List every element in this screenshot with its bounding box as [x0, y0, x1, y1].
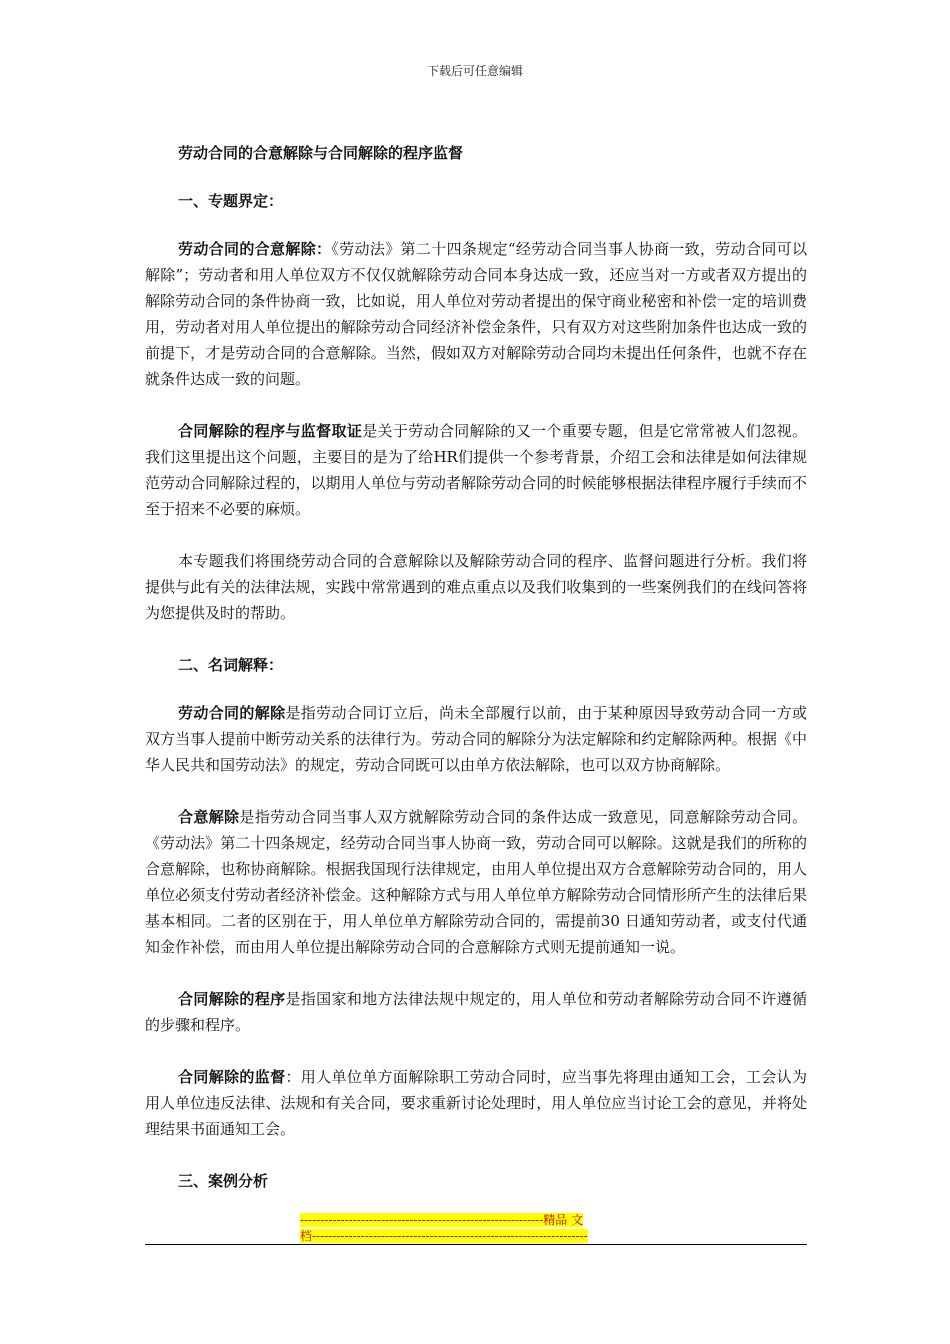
section-heading-2: 二、名词解释： — [178, 656, 284, 674]
page-header: 下载后可任意编辑 — [426, 64, 523, 78]
footer-line-1: ------------------------------------------------------------精品 文 — [300, 1213, 584, 1227]
paragraph-3-text: 本专题我们将围绕劳动合同的合意解除以及解除劳动合同的程序、监督问题进行分析。我们将提供与此有关的法律法规，实践中常常遇到的难点重点以及我们收集到的一些案例我们的在线问答将为您提供及时的帮助。 — [145, 552, 807, 622]
paragraph-7 — [145, 1064, 807, 1142]
paragraph-5-term: 合意解除 — [178, 808, 240, 826]
paragraph-6 — [145, 986, 807, 1038]
paragraph-5 — [145, 804, 807, 960]
paragraph-2-term: 合同解除的程序与监督取证 — [178, 422, 363, 440]
paragraph-1 — [145, 236, 807, 392]
paragraph-2-text: 是关于劳动合同解除的又一个重要专题，但是它常常被人们忽视。我们这里提出这个问题，主要目的是为了给HR们提供一个参考背景，介绍工会和法律是如何法律规范劳动合同解除过程的，以期用人单位与劳动者解除劳动合同的时候能够根据法律程序履行手续而不至于招来不必要的麻烦。 — [145, 422, 807, 518]
paragraph-7-term: 合同解除的监督 — [178, 1068, 286, 1086]
document-body — [145, 140, 807, 1194]
document-title: 劳动合同的合意解除与合同解除的程序监督 — [178, 144, 464, 162]
paragraph-3 — [145, 548, 807, 626]
footer-divider — [145, 1244, 807, 1245]
paragraph-7-text: ：用人单位单方面解除职工劳动合同时，应当事先将理由通知工会，工会认为用人单位违反法律、法规和有关合同，要求重新讨论处理时，用人单位应当讨论工会的意见，并将处理结果书面通知工会。 — [145, 1068, 807, 1138]
paragraph-2 — [145, 418, 807, 522]
paragraph-6-text: 是指国家和地方法律法规中规定的，用人单位和劳动者解除劳动合同不许遵循的步骤和程序。 — [145, 990, 807, 1034]
paragraph-1-text: 《劳动法》第二十四条规定“经劳动合同当事人协商一致，劳动合同可以解除”；劳动者和用人单位双方不仅仅就解除劳动合同本身达成一致，还应当对一方或者双方提出的解除劳动合同的条件协商一致，比如说，用人单位对劳动者提出的保守商业秘密和补偿一定的培训费用，劳动者对用人单位提出的解除劳动合同经济补偿金条件，只有双方对这些附加条件也达成一致的前提下，才是劳动合同的合意解除。当然，假如双方对解除劳动合同均未提出任何条件，也就不存在就条件达成一致的问题。 — [145, 240, 807, 388]
paragraph-6-term: 合同解除的程序 — [178, 990, 286, 1008]
paragraph-5-text: 是指劳动合同当事人双方就解除劳动合同的条件达成一致意见，同意解除劳动合同。《劳动法》第二十四条规定，经劳动合同当事人协商一致，劳动合同可以解除。这就是我们的所称的合意解除，也称协商解除。根据我国现行法律规定，由用人单位提出双方合意解除劳动合同的，用人单位必须支付劳动者经济补偿金。这种解除方式与用人单位单方解除劳动合同情形所产生的法律后果基本相同。二者的区别在于，用人单位单方解除劳动合同的，需提前30 日通知劳动者，或支付代通知金作补偿，而由用人单位提出解除劳动合同的合意解除方式则无提前通知一说。 — [145, 808, 807, 956]
paragraph-4 — [145, 700, 807, 778]
paragraph-4-text: 是指劳动合同订立后，尚未全部履行以前，由于某种原因导致劳动合同一方或双方当事人提前中断劳动关系的法律行为。劳动合同的解除分为法定解除和约定解除两种。根据《中华人民共和国劳动法》的规定，劳动合同既可以由单方依法解除，也可以双方协商解除。 — [145, 704, 807, 774]
paragraph-1-term: 劳动合同的合意解除： — [178, 240, 332, 258]
footer-watermark — [300, 1212, 650, 1244]
footer-line-2: 档-------------------------------------------------------------------- — [300, 1229, 588, 1243]
paragraph-4-term: 劳动合同的解除 — [178, 704, 286, 722]
section-heading-3: 三、案例分析 — [178, 1172, 269, 1190]
section-heading-1: 一、专题界定： — [178, 192, 284, 210]
